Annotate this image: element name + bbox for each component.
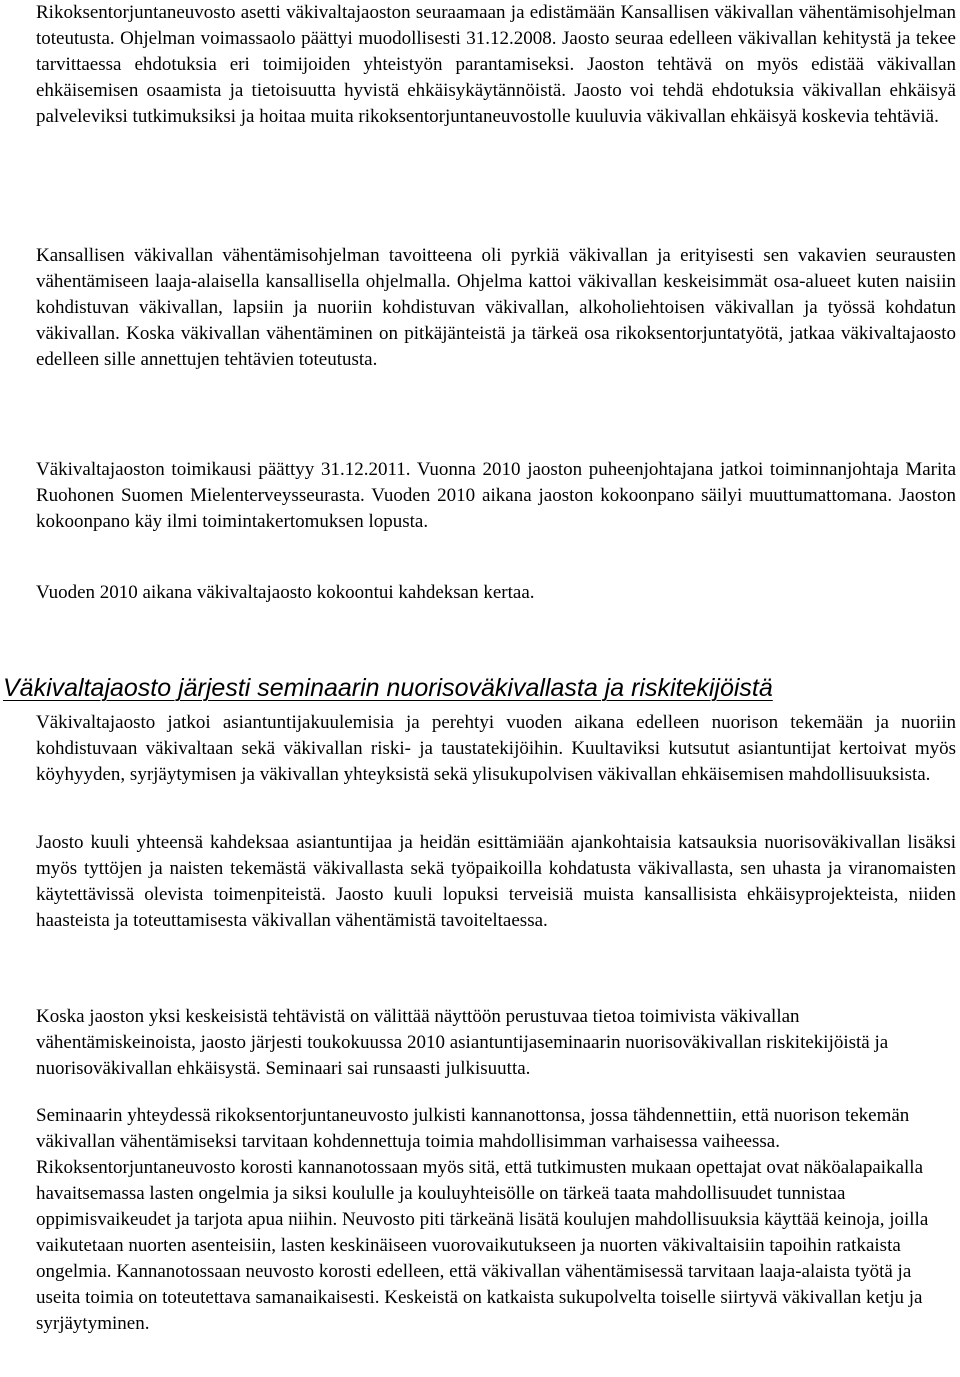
paragraph-kansallinen-ohjelma: Kansallisen väkivallan vähentämisohjelman tavoitteena oli pyrkiä väkivallan ja erityisesti sen vakavien seurausten vähentämiseen laaja-alaisella kansallisella ohjelmalla. Ohjelma kattoi väkivallan keskeisimmät osa-alueet kuten naisiin kohdistuvan väkivallan, lapsiin ja nuoriin kohdistuvan väkivallan, alkoholiehtoisen väkivallan ja työssä kohdatun väkivallan. Koska väkivallan vähentäminen on pitkäjänteistä ja tärkeä osa rikoksentorjuntatyötä, jatkaa väkivaltajaosto edelleen sille annettujen tehtävien toteutusta.	[36, 245, 956, 370]
paragraph-toimikausi: Väkivaltajaoston toimikausi päättyy 31.12.2011. Vuonna 2010 jaoston puheenjohtajana jatkoi toiminnanjohtaja Marita Ruohonen Suomen Mielenterveysseurasta. Vuoden 2010 aikana jaoston kokoonpano säilyi muuttumattomana. Jaoston kokoonpano käy ilmi toimintakertomuksen lopusta.	[36, 459, 956, 532]
paragraph-asiantuntijakuulemiset: Väkivaltajaosto jatkoi asiantuntijakuulemisia ja perehtyi vuoden aikana edelleen nuorison tekemään ja nuoriin kohdistuvaan väkivaltaan sekä väkivallan riski- ja taustatekijöihin. Kuultaviksi kutsutut asiantuntijat kertoivat myös köyhyyden, syrjäytymisen ja väkivallan yhteyksistä sekä ylisukupolvisen väkivallan ehkäisemisen mahdollisuuksista.	[36, 712, 956, 785]
section-heading-seminaari: Väkivaltajaosto järjesti seminaarin nuorisoväkivallasta ja riskitekijöistä	[3, 674, 773, 702]
paragraph-kannanotto: Seminaarin yhteydessä rikoksentorjuntaneuvosto julkisti kannanottonsa, jossa tähdennettiin, että nuorison tekemän väkivallan vähentämiseksi tarvitaan kohdennettuja toimia mahdollisimman varhaisessa vaiheessa. Rikoksentorjuntaneuvosto korosti kannanotossaan myös sitä, että tutkimusten mukaan opettajat ovat näköalapaikalla havaitsemassa lasten ongelmia ja siksi koululle ja kouluyhteisölle on tärkeä taata mahdollisuudet tunnistaa oppimisvaikeudet ja tarjota apua niihin. Neuvosto piti tärkeänä lisätä koulujen mahdollisuuksia käyttää keinoja, joilla vaikutetaan nuorten asenteisiin, lasten keskinäiseen vuorovaikutukseen ja nuorten väkivaltaisiin tapoihin ratkaista ongelmia. Kannanotossaan neuvosto korosti edelleen, että väkivallan vähentämisessä tarvitaan laaja-alaista työtä ja useita toimia on toteutettava samanaikaisesti. Keskeistä on katkaista sukupolvelta toiselle siirtyvä väkivallan ketju ja syrjäytyminen.	[36, 1105, 929, 1334]
paragraph-katsaukset: Jaosto kuuli yhteensä kahdeksaa asiantuntijaa ja heidän esittämiään ajankohtaisia katsauksia nuorisoväkivallan lisäksi myös tyttöjen ja naisten tekemästä väkivallasta sekä työpaikoilla kohdatusta väkivallasta, sen uhasta ja viranomaisten käytettävissä olevista toimenpiteistä. Jaosto kuuli lopuksi terveisiä muista kansallisista ehkäisyprojekteista, niiden haasteista ja toteuttamisesta väkivallan vähentämistä tavoiteltaessa.	[36, 832, 956, 931]
paragraph-jaosto-tehtavat: Rikoksentorjuntaneuvosto asetti väkivaltajaoston seuraamaan ja edistämään Kansallisen väkivallan vähentämisohjelman toteutusta. Ohjelman voimassaolo päättyi muodollisesti 31.12.2008. Jaosto seuraa edelleen väkivallan kehitystä ja tekee tarvittaessa ehdotuksia eri toimijoiden yhteistyön parantamiseksi. Jaoston tehtävä on myös edistää väkivallan ehkäisemisen osaamista ja tietoisuutta hyvistä ehkäisykäytännöistä. Jaosto voi tehdä ehdotuksia väkivallan ehkäisyä palveleviksi tutkimuksiksi ja hoitaa muita rikoksentorjuntaneuvostolle kuuluvia väkivallan ehkäisyä koskevia tehtäviä.	[36, 2, 956, 127]
paragraph-kokoontumiset: Vuoden 2010 aikana väkivaltajaosto kokoontui kahdeksan kertaa.	[36, 582, 535, 603]
paragraph-asiantuntijaseminaari: Koska jaoston yksi keskeisistä tehtävistä on välittää näyttöön perustuvaa tietoa toimivista väkivallan vähentämiskeinoista, jaosto järjesti toukokuussa 2010 asiantuntijaseminaarin nuorisoväkivallan riskitekijöistä ja nuorisoväkivallan ehkäisystä. Seminaari sai runsaasti julkisuutta.	[36, 1006, 889, 1079]
